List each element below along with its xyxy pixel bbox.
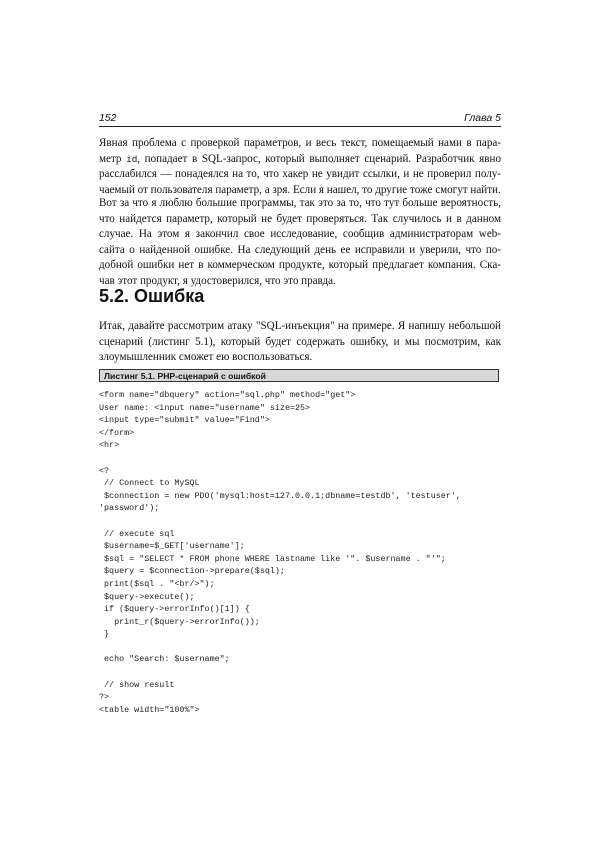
paragraph-line: сайта о найденной ошибке. На следующий день ее исправили и уверили, что по-	[99, 243, 501, 256]
paragraph-line: расслабился — понадеялся на то, что хакер не увидит ссылки, и не проверил полу-	[99, 168, 501, 181]
paragraph-line-start: метр	[99, 152, 127, 165]
paragraph-1	[99, 136, 501, 198]
code-line: print($sql . "<br/>");	[99, 578, 215, 589]
paragraph-line: добной ошибки нет в коммерческом продукте, который предлагает компания. Ска-	[99, 259, 501, 272]
code-line	[99, 641, 503, 654]
paragraph-line: сценарий (листинг 5.1), который будет содержать ошибку, и мы посмотрим, как	[99, 335, 501, 348]
code-line: $connection = new PDO('mysql:host=127.0.0.1;dbname=testdb', 'testuser',	[99, 490, 461, 501]
code-line: </form>	[99, 427, 135, 438]
chapter-label: Глава 5	[464, 112, 501, 124]
code-line: $username=$_GET['username'];	[99, 541, 245, 552]
paragraph-3	[99, 319, 501, 366]
code-line: $query = $connection->prepare($sql);	[99, 566, 285, 577]
code-line: 'password');	[99, 503, 160, 514]
header-rule	[99, 126, 501, 127]
code-line: $query->execute();	[99, 591, 195, 602]
paragraph-line-rest: , попадает в SQL-запрос, который выполняет сценарий. Разработчик явно	[137, 152, 502, 165]
paragraph-line: злоумышленник сможет ею воспользоваться.	[99, 351, 313, 364]
page-number: 152	[99, 112, 117, 124]
code-line: <table width="100%">	[99, 704, 200, 715]
code-line: // show result	[99, 679, 175, 690]
code-line	[99, 452, 503, 465]
code-line: $sql = "SELECT * FROM phone WHERE lastname like '". $username . "'";	[99, 553, 446, 564]
code-line: <?	[99, 465, 110, 476]
code-line: }	[99, 629, 110, 640]
code-line: print_r($query->errorInfo());	[99, 616, 260, 627]
code-line: // Connect to MySQL	[99, 478, 200, 489]
code-line: <input type="submit" value="Find">	[99, 415, 270, 426]
paragraph-line: чаемый от пользователя параметр, а зря. Если я нашел, то другие тоже смогут найти.	[99, 183, 501, 196]
paragraph-line: случае. На этом я закончил свое исследование, сообщив администраторам web-	[99, 228, 501, 241]
paragraph-2	[99, 196, 501, 290]
section-title: 5.2. Ошибка	[99, 286, 205, 306]
paragraph-line: чав этот продукт, я удостоверился, что это правда.	[99, 274, 336, 287]
listing-caption: Листинг 5.1. PHP-сценарий с ошибкой	[99, 369, 499, 382]
code-line	[99, 666, 503, 679]
code-line: <form name="dbquery" action="sql.php" method="get">	[99, 390, 356, 400]
code-line: ?>	[99, 692, 110, 703]
code-line: User name: <input name="username" size=25>	[99, 402, 311, 413]
code-line: <hr>	[99, 440, 120, 451]
code-line: // execute sql	[99, 528, 175, 539]
code-line: if ($query->errorInfo()[1]) {	[99, 604, 250, 615]
paragraph-line: Итак, давайте рассмотрим атаку "SQL-инъекция" на примере. Я напишу небольшой	[99, 320, 501, 332]
inline-code: id	[126, 153, 138, 165]
paragraph-line: что найдется параметр, который не будет проверяться. Так случилось и в данном	[99, 212, 501, 225]
paragraph-line: Явная проблема с проверкой параметров, и весь текст, помещаемый нами в пара-	[99, 137, 501, 149]
code-line: echo "Search: $username";	[99, 654, 230, 665]
code-line	[99, 515, 503, 528]
paragraph-line: Вот за что я люблю большие программы, так это за то, что тут больше вероятность,	[99, 197, 501, 209]
paragraph-line	[99, 152, 501, 168]
code-listing	[99, 389, 503, 716]
